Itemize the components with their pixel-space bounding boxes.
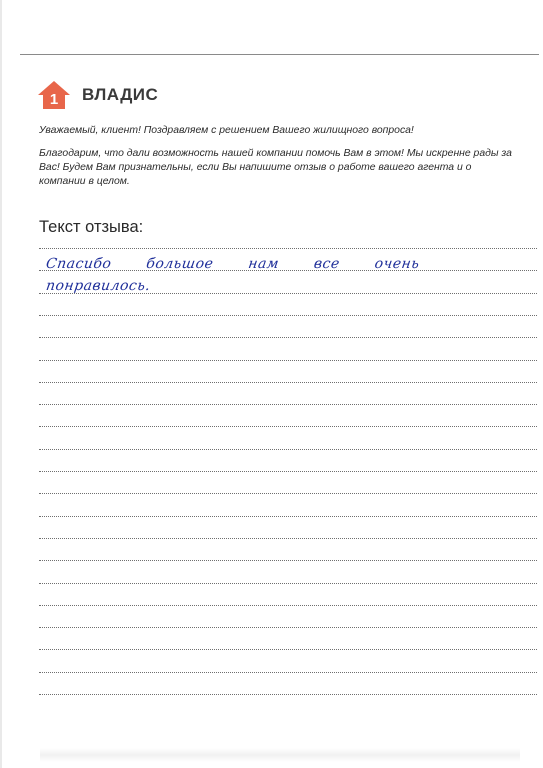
house-logo-icon (36, 79, 72, 111)
ruled-line (39, 605, 537, 606)
ruled-line (39, 627, 537, 628)
ruled-line (39, 248, 537, 249)
company-name: ВЛАДИС (82, 85, 159, 104)
ruled-line (39, 694, 537, 695)
ruled-line (39, 315, 537, 316)
ruled-line (39, 672, 537, 673)
ruled-line (39, 493, 537, 494)
ruled-line (39, 560, 537, 561)
ruled-line (39, 583, 537, 584)
ruled-line (39, 471, 537, 472)
company-logo (36, 79, 158, 111)
ruled-line (39, 404, 537, 405)
scan-smudge (40, 748, 520, 762)
ruled-line (39, 516, 537, 517)
ruled-line (39, 337, 537, 338)
ruled-line (39, 426, 537, 427)
handwritten-review-line-1: Спасибо большое нам все очень (44, 256, 421, 272)
ruled-line (39, 360, 537, 361)
greeting-text: Уважаемый, клиент! Поздравляем с решением Вашего жилищного вопроса! (39, 125, 414, 136)
ruled-line (39, 449, 537, 450)
ruled-line (39, 649, 537, 650)
thanks-text: Благодарим, что дали возможность нашей компании помочь Вам в этом! Мы искренне рады за Вас! Будем Вам признательны, если Вы напишите отзыв о работе вашего агента и о компании в целом. (39, 148, 512, 187)
ruled-line (39, 538, 537, 539)
review-title: Текст отзыва: (39, 218, 144, 236)
logo-digit: 1 (49, 91, 59, 108)
ruled-line (39, 382, 537, 383)
handwritten-review-line-2: понравилось. (44, 278, 152, 294)
top-divider (20, 54, 539, 55)
